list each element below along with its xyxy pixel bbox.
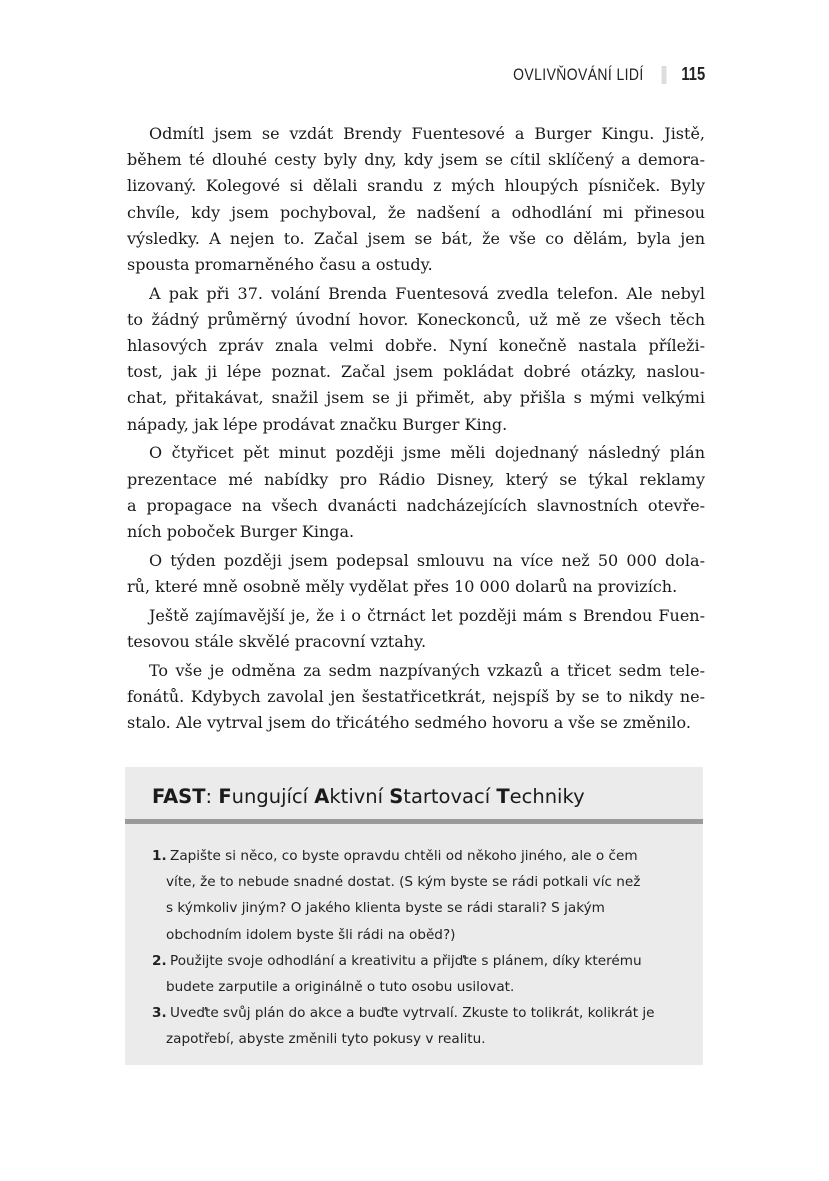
fast-sidebar-box [125, 767, 703, 1065]
item-line: Použijte svoje odhodlání a kreativitu a přijďte s plánem, díky kterému [170, 952, 642, 969]
text-line: O týden později jsem podepsal smlouvu na více než 50 000 dola- [149, 550, 705, 570]
title-part: tartovací [403, 785, 497, 808]
title-part: echniky [509, 785, 585, 808]
paragraph [127, 440, 705, 545]
text-line: ních poboček Burger Kinga. [127, 522, 355, 541]
title-part: F [218, 785, 232, 808]
item-line: Uveďte svůj plán do akce a buďte vytrvalí. Zkuste to tolikrát, kolikrát je [170, 1005, 655, 1022]
item-line: s kýmkoliv jiným? O jakého klienta byste se rádi starali? S jakým [166, 900, 605, 917]
body-text [127, 121, 705, 739]
paragraph [127, 603, 705, 655]
box-title [152, 785, 585, 808]
title-part: FAST [152, 785, 206, 808]
text-line: To vše je odměna za sedm nazpívaných vzkazů a třicet sedm tele- [149, 660, 705, 680]
item-number: 2. [152, 952, 167, 969]
list-item [152, 1000, 692, 1052]
item-line: budete zarputile a originálně o tuto osobu usilovat. [166, 978, 515, 995]
list-item [152, 843, 692, 948]
text-line: O čtyřicet pět minut později jsme měli dojednaný následný plán [149, 443, 705, 463]
text-line: Ještě zajímavější je, že i o čtrnáct let později mám s Brendou Fuen- [149, 605, 705, 625]
page-number: 115 [681, 64, 705, 84]
text-line: to žádný průměrný úvodní hovor. Koneckonců, už mě ze všech těch [127, 309, 705, 329]
paragraph [127, 548, 705, 600]
text-line: A pak při 37. volání Brenda Fuentesová zvedla telefon. Ale nebyl [149, 283, 705, 303]
title-part: ungující [231, 785, 315, 808]
running-header [513, 64, 705, 85]
text-line: tesovou stále skvělé pracovní vztahy. [127, 631, 427, 651]
item-line: víte, že to nebude snadné dostat. (S kým byste se rádi potkali víc než [166, 874, 641, 891]
text-line: výsledky. A nejen to. Začal jsem se bát, že vše co dělám, byla jen [127, 228, 705, 248]
text-line: prezentace mé nabídky pro Rádio Disney, který se týkal reklamy [127, 469, 705, 489]
item-line: zapotřebí, abyste změnili tyto pokusy v realitu. [166, 1031, 486, 1048]
header-separator [662, 66, 667, 84]
text-line: během té dlouhé cesty byly dny, kdy jsem se cítil sklíčený a demora- [127, 150, 705, 170]
text-line: a propagace na všech dvanácti nadcházejících slavnostních otevře- [127, 495, 705, 515]
title-part: ktivní [329, 785, 390, 808]
text-line: chvíle, kdy jsem pochyboval, že nadšení a odhodlání mi přinesou [127, 202, 705, 222]
list-item [152, 948, 692, 1000]
item-number: 1. [152, 848, 167, 864]
item-number: 3. [152, 1005, 167, 1022]
text-line: rů, které mně osobně měly vydělat přes 10 000 dolarů na provizích. [127, 576, 678, 596]
technique-list [152, 843, 692, 1053]
text-line: nápady, jak lépe prodávat značku Burger King. [127, 414, 508, 434]
paragraph [127, 121, 705, 278]
title-part: T [496, 785, 510, 808]
text-line: hlasových zpráv znala velmi dobře. Nyní konečně nastala příleži- [127, 336, 705, 356]
text-line: lizovaný. Kolegové si dělali srandu z mých hloupých písniček. Byly [127, 176, 705, 196]
text-line: tost, jak ji lépe poznat. Začal jsem pokládat dobré otázky, naslou- [127, 362, 705, 382]
title-part: A [314, 785, 330, 808]
text-line: spousta promarněného času a ostudy. [127, 254, 433, 274]
paragraph [127, 281, 705, 438]
text-line: fonátů. Kdybych zavolal jen šestatřicetkrát, nejspíš by se to nikdy ne- [127, 686, 705, 706]
running-title: OVLIVŇOVÁNÍ LIDÍ [512, 64, 644, 84]
box-divider [125, 819, 703, 824]
item-line: Zapište si něco, co byste opravdu chtěli od někoho jiného, ale o čem [170, 848, 638, 864]
title-part: : [205, 785, 219, 808]
title-part: S [389, 785, 404, 808]
paragraph [127, 658, 705, 737]
text-line: Odmítl jsem se vzdát Brendy Fuentesové a Burger Kingu. Jistě, [149, 124, 705, 143]
text-line: chat, přitakávat, snažil jsem se ji přimět, aby přišla s mými velkými [127, 388, 705, 408]
text-line: stalo. Ale vytrval jsem do třicátého sedmého hovoru a vše se změnilo. [127, 713, 691, 733]
item-line: obchodním idolem byste šli rádi na oběd?) [166, 926, 456, 943]
